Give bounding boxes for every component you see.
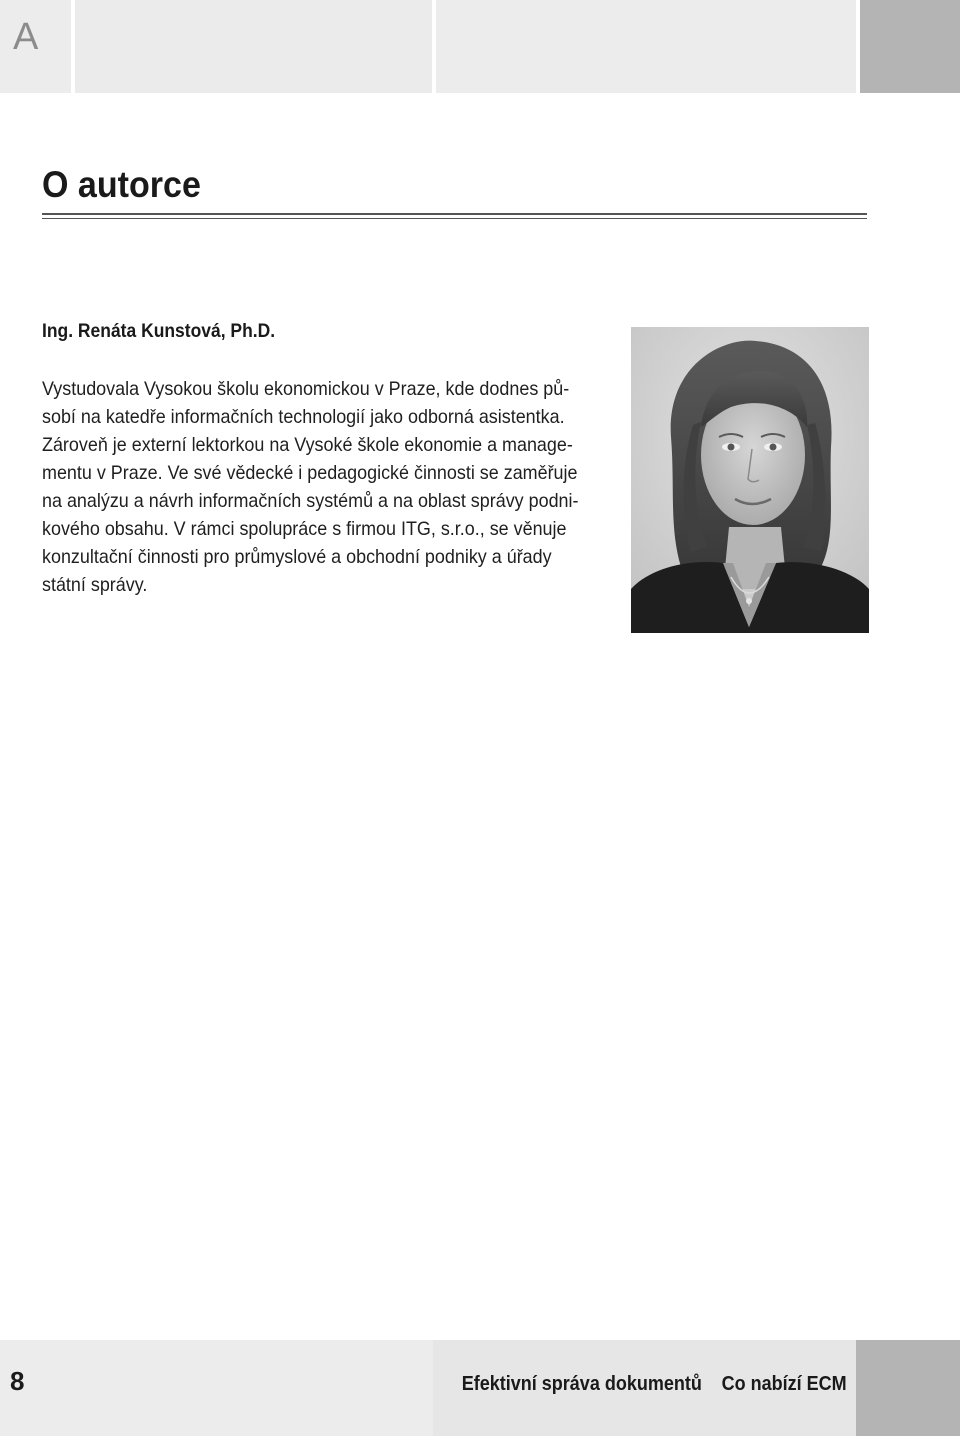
bio-line: na analýzu a návrh informačních systémů a na oblast správy podni- (42, 490, 579, 512)
running-footer (462, 1374, 847, 1394)
footer-block-4 (856, 1340, 960, 1436)
page-title: O autorce (42, 164, 201, 205)
header-block-3 (436, 0, 856, 93)
bio-line: kového obsahu. V rámci spolupráce s firmou ITG, s.r.o., se věnuje (42, 518, 567, 540)
header-block-2 (75, 0, 432, 93)
bio-line: sobí na katedře informačních technologií jako odborná asistentka. (42, 406, 565, 428)
portrait-illustration (631, 327, 869, 633)
bio-line: Vystudovala Vysokou školu ekonomickou v Praze, kde dodnes pů- (42, 378, 570, 400)
bio-line: Zároveň je externí lektorkou na Vysoké škole ekonomie a manage- (42, 434, 573, 456)
footer-block-2 (72, 1340, 433, 1436)
bio-line: mentu v Praze. Ve své vědecké i pedagogické činnosti se zaměřuje (42, 462, 578, 484)
section-letter: A (13, 16, 39, 58)
author-photo (631, 327, 869, 633)
title-rule-top (42, 213, 867, 215)
bio-line: státní správy. (42, 574, 148, 596)
title-rule-bottom (42, 218, 867, 219)
bio-line: konzultační činnosti pro průmyslové a obchodní podniky a úřady (42, 546, 552, 568)
author-name: Ing. Renáta Kunstová, Ph.D. (42, 321, 276, 342)
author-bio (42, 375, 603, 599)
page-number: 8 (10, 1366, 25, 1396)
header-block-4 (860, 0, 960, 93)
footer-chapter-title: Co nabízí ECM (721, 1373, 847, 1395)
footer-book-title: Efektivní správa dokumentů (462, 1373, 703, 1395)
